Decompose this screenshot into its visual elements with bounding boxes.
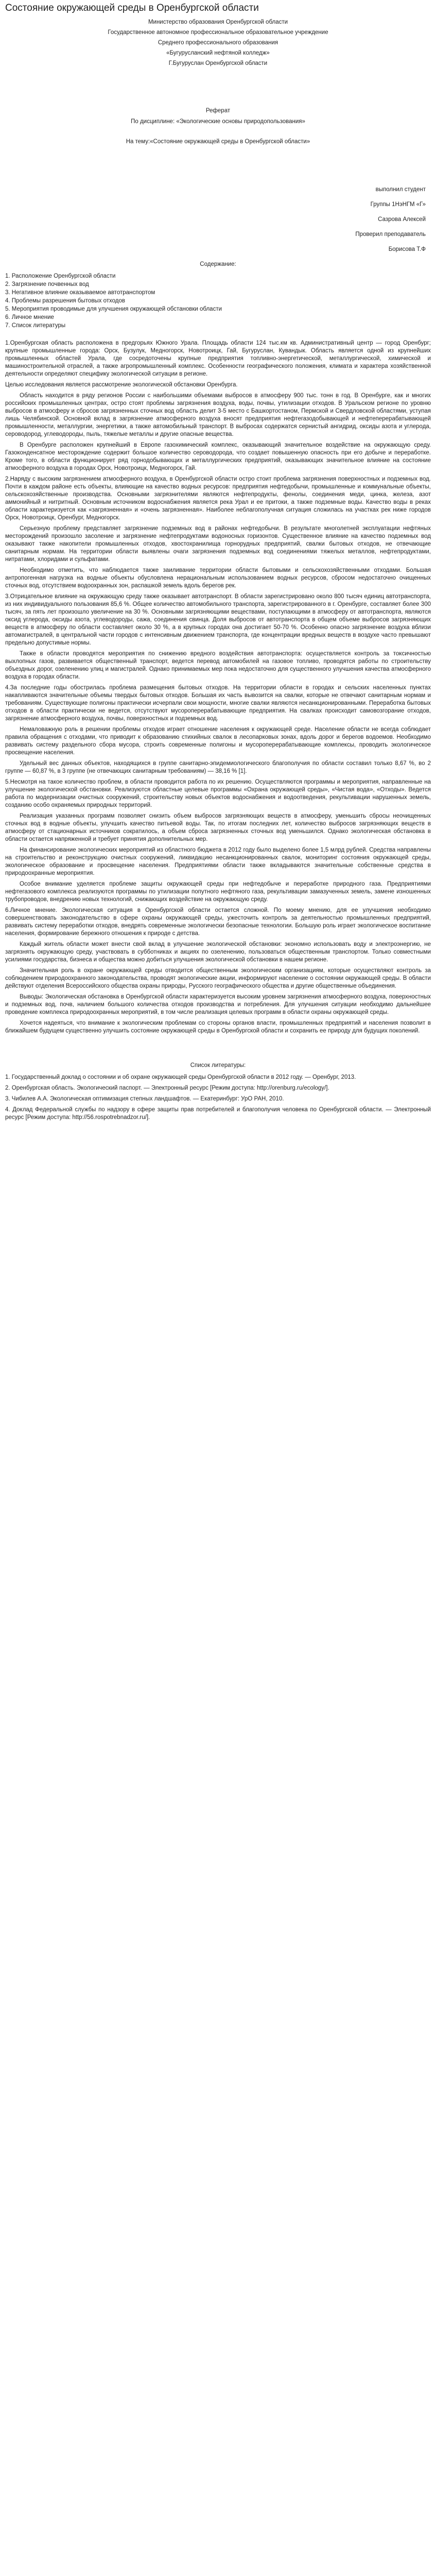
reference-item: 4. Доклад Федеральной службы по надзору в сфере защиты прав потребителей и благополучия человека по Оренбургской области. — Электронный ресурс [Режим доступа: http://56.rospotrebnadzor.ru/]. [5, 1107, 431, 1121]
paragraph: Удельный вес данных объектов, находящихся в группе санитарно-эпидемиологического благополучия по области составил только 8,67 %, во 2 группе — 60,87 %, в 3 группе (не отвечающих санитарным требованиям) — 38,16 % [1]. [5, 760, 431, 774]
signature-line: Борисова Т.Ф [388, 246, 426, 252]
signature-block [5, 186, 431, 253]
signature-line: выполнил студент [375, 187, 426, 193]
paragraph: Реализация указанных программ позволяет снизить объем выбросов загрязняющих веществ в атмосферу, уменьшить сбросы неочищенных сточных вод в водные объекты, улучшить качество питьевой воды. Так, по итогам последних лет, количество выбросов загрязняющих веществ в атмосферу от стационарных источников сократилось, а объем сброса загрязненных сточных вод уменьшился. Однако экологическая обстановка в области остается напряженной и требует принятия дополнительных мер. [5, 813, 431, 842]
paragraph: Выводы: Экологическая обстановка в Оренбургской области характеризуется высоким уровнем загрязнения атмосферного воздуха, поверхностных и подземных вод, почв, наличием большого количества отходов производства и потребления. Для улучшения ситуации необходимо дальнейшее проведение комплекса природоохранных мероприятий, в том числе реализация целевых программ в области охраны окружающей среды. [5, 994, 431, 1015]
paragraph: 3.Отрицательное влияние на окружающую среду также оказывает автотранспорт. В области зарегистрировано около 800 тысяч единиц автотранспорта, из них индивидуального пользования 85,6 %. Общее количество автомобильного транспорта, зарегистрированного в г. Оренбурге, составляет более 300 тысяч, за пять лет произошло увеличение на 30 %. Основными загрязняющими веществами, поступающими в атмосферу от автотранспорта, являются оксид углерода, оксиды азота, углеводороды, сажа, соединения свинца. Доля выбросов от автотранспорта в общем объеме выбросов загрязняющих веществ в атмосферу по области составляет около 30 %, а в крупных городах она достигает 50-70 %. Особенно опасно загрязнение воздуха вблизи автомагистралей, в центральной части городов с интенсивным движением транспорта, где концентрации вредных веществ в воздухе часто превышают предельно допустимые нормы. [5, 594, 431, 646]
paragraph: Каждый житель области может внести свой вклад в улучшение экологической обстановки: экономно использовать воду и электроэнергию, не загрязнять окружающую среду, участвовать в субботниках и акциях по озеленению, пользоваться общественным транспортом. Только совместными усилиями государства, бизнеса и общества можно добиться улучшения экологической обстановки в нашем регионе. [5, 941, 431, 963]
discipline: По дисциплине: «Экологические основы природопользования» [131, 118, 305, 125]
header-block [5, 19, 431, 67]
paragraph: Серьезную проблему представляет загрязнение подземных вод в районах нефтедобычи. В результате многолетней эксплуатации нефтяных месторождений произошло засоление и загрязнение нефтепродуктами водоносных горизонтов. Существенное влияние на качество подземных вод оказывают также накопители промышленных отходов, хвостохранилища горнорудных предприятий, свалки бытовых отходов, не отвечающие санитарным нормам. На территории области выявлены очаги загрязнения подземных вод соединениями тяжелых металлов, нефтепродуктами, нитратами, хлоридами и сульфатами. [5, 526, 431, 563]
reference-item: 3. Чибилев А.А. Экологическая оптимизация степных ландшафтов. — Екатеринбург: УрО РАН, 2010. [5, 1096, 284, 1102]
paragraph: 6.Личное мнение. Экологическая ситуация в Оренбургской области остается сложной. По моему мнению, для ее улучшения необходимо совершенствовать законодательство в сфере охраны окружающей среды, ужесточить контроль за деятельностью промышленных предприятий, развивать систему переработки отходов, внедрять современные экологически безопасные технологии. Большую роль играет экологическое воспитание населения, формирование бережного отношения к природе с детства. [5, 907, 431, 937]
paragraph: Немаловажную роль в решении проблемы отходов играет отношение населения к окружающей среде. Население области не всегда соблюдает правила обращения с отходами, что приводит к образованию стихийных свалок в лесопарковых зонах, вдоль дорог и берегов водоемов. Необходимо развивать систему раздельного сбора мусора, строить современные полигоны и мусороперерабатывающие комплексы, проводить экологическое просвещение населения. [5, 726, 431, 756]
toc-item: 5. Мероприятия проводимые для улучшения окружающей обстановки области [5, 306, 222, 312]
paragraph: Область находится в ряду регионов России с наибольшими объемами выбросов в атмосферу 900 тыс. тонн в год. В Оренбурге, как и многих российских промышленных центрах, остро стоят проблемы загрязнения воздуха, воды, почвы, утилизации отходов. В Уральском регионе по уровню выбросов в атмосферу и сбросов загрязненных сточных вод область делит 3-5 место с Башкортостаном, Пермской и Свердловской областями, уступая лишь Челябинской. Основной вклад в загрязнение атмосферного воздуха вносят предприятия нефтегазодобывающей и нефтеперерабатывающей промышленности, металлургии, энергетики, а также автомобильный транспорт. В выбросах содержатся сернистый ангидрид, оксиды азота и углерода, сероводород, углеводороды, пыль, тяжелые металлы и другие опасные вещества. [5, 393, 431, 437]
paragraph: 1.Оренбургская область расположена в предгорьях Южного Урала. Площадь области 124 тыс.км кв. Административный центр — город Оренбург; крупные промышленные города: Орск, Бузулук, Медногорск, Новотроицк, Гай, Бугуруслан, Кувандык. Область является одной из крупнейших промышленных областей Урала, где сосредоточены крупные предприятия топливно-энергетической, металлургической, химической и машиностроительной отраслей, а также агропромышленный комплекс. Особенности географического положения, климата и характера хозяйственной деятельности определяют специфику экологической ситуации в регионе. [5, 340, 431, 377]
header-line: «Бугурусланский нефтяной колледж» [166, 50, 270, 56]
header-line: Г.Бугуруслан Оренбургской области [168, 60, 268, 66]
paragraph: На финансирование экологических мероприятий из областного бюджета в 2012 году было выделено более 1,5 млрд рублей. Средства направлены на строительство и реконструкцию очистных сооружений, ликвидацию несанкционированных свалок, мониторинг состояния окружающей среды, экологическое образование и просвещение населения. Предприятиями области также вкладываются значительные собственные средства в природоохранные мероприятия. [5, 847, 431, 876]
references-list [5, 1074, 431, 1122]
paragraph: 5.Несмотря на такое количество проблем, в области проводится работа по их решению. Осуществляются программы и мероприятия, направленные на улучшение экологической обстановки. Реализуются областные целевые программы «Охрана окружающей среды», «Чистая вода», «Отходы». Ведется работа по модернизации очистных сооружений, строительству новых объектов водоснабжения и водоотведения, рекультивации нарушенных земель, созданию особо охраняемых природных территорий. [5, 779, 431, 808]
paragraph: Целью исследования является рассмотрение экологической обстановки Оренбурга. [5, 382, 238, 388]
toc-item: 6. Личное мнение [5, 314, 54, 320]
signature-line: Проверил преподаватель [355, 231, 426, 238]
document-page [0, 0, 436, 1135]
paragraph: Необходимо отметить, что наблюдается также заиливание территории области бытовыми и сельскохозяйственными отходами. Большая антропогенная нагрузка на водные объекты обусловлена нерациональным использованием водных ресурсов, сбросом недостаточно очищенных сточных вод, отсутствием водоохранных зон, распашкой земель вдоль берегов рек. [5, 567, 431, 589]
document-body [5, 19, 431, 1122]
toc-item: 7. Список литературы [5, 323, 66, 329]
toc-item: 2. Загрязнение почвенных вод [5, 281, 89, 287]
main-content [5, 340, 431, 1035]
header-line: Государственное автономное профессиональное образовательное учреждение [108, 29, 328, 36]
paragraph: Особое внимание уделяется проблеме защиты окружающей среды при нефтедобыче и переработке природного газа. Предприятиями нефтегазового комплекса реализуются программы по утилизации попутного нефтяного газа, рекультивации замазученных земель, замене изношенных трубопроводов, внедрению новых технологий, снижающих воздействие на окружающую среду. [5, 881, 431, 903]
header-line: Среднего профессионального образования [158, 40, 278, 46]
paragraph: Значительная роль в охране окружающей среды отводится общественным экологическим организациям, которые осуществляют контроль за соблюдением природоохранного законодательства, проводят экологические акции, информируют население о состоянии окружающей среды. В области действуют отделения Всероссийского общества охраны природы, Русского географического общества и другие общественные объединения. [5, 968, 431, 989]
reference-item: 2. Оренбургская область. Экологический паспорт. — Электронный ресурс [Режим доступа: http://orenburg.ru/ecology/]. [5, 1085, 329, 1091]
toc-item: 3. Негативное влияние оказываемое автотранспортом [5, 290, 155, 296]
references-heading: Список литературы: [190, 1062, 246, 1069]
signature-line: Группы 1НэНГМ «Г» [370, 201, 426, 208]
doc-type: Реферат [205, 108, 231, 114]
signature-line: Сазрова Алексей [378, 216, 426, 223]
paragraph: 2.Наряду с высоким загрязнением атмосферного воздуха, в Оренбургской области остро стоит проблема загрязнения поверхностных и подземных вод. Почти в каждом районе есть объекты, влияющие на качество водных ресурсов: предприятия нефтедобычи, промышленные и коммунальные объекты, сельскохозяйственные производства. Основными загрязнителями являются нефтепродукты, фенолы, соединения меди, цинка, железа, азот аммонийный и нитритный. Основным источником водоснабжения является река Урал и ее притоки, а также подземные воды. Качество воды в реках области характеризуется как «загрязненная» и «очень загрязненная». Наиболее неблагополучная ситуация сложилась на участках рек ниже городов Орск, Новотроицк, Оренбург, Медногорск. [5, 476, 431, 521]
table-of-contents [5, 273, 431, 330]
topic: На тему:«Состояние окружающей среды в Оренбургской области» [126, 139, 310, 145]
toc-heading: Содержание: [200, 261, 236, 267]
toc-item: 4. Проблемы разрешения бытовых отходов [5, 298, 126, 304]
header-line: Министерство образования Оренбургской области [148, 19, 288, 25]
page-title: Состояние окружающей среды в Оренбургской области [5, 3, 259, 13]
toc-item: 1. Расположение Оренбургской области [5, 273, 116, 279]
paragraph: Также в области проводятся мероприятия по снижению вредного воздействия автотранспорта: осуществляется контроль за токсичностью выхлопных газов, развивается общественный транспорт, ведется перевод автомобилей на газовое топливо, проводятся работы по строительству объездных дорог, озеленению улиц и магистралей. Однако принимаемых мер пока недостаточно для существенного улучшения качества атмосферного воздуха в городах области. [5, 651, 431, 680]
reference-item: 1. Государственный доклад о состоянии и об охране окружающей среды Оренбургской области в 2012 году. — Оренбург, 2013. [5, 1074, 356, 1080]
paragraph: Хочется надеяться, что внимание к экологическим проблемам со стороны органов власти, промышленных предприятий и населения позволит в ближайшем будущем существенно улучшить состояние окружающей среды в Оренбургской области и сохранить ее природу для будущих поколений. [5, 1020, 431, 1034]
paragraph: В Оренбурге расположен крупнейший в Европе газохимический комплекс, оказывающий значительное воздействие на окружающую среду. Газоконденсатное месторождение содержит большое количество сероводорода, что создает повышенную опасность при его добыче и переработке. Кроме того, в области функционирует ряд горнодобывающих и металлургических предприятий, оказывающих значительное влияние на состояние атмосферного воздуха в городах Орск, Новотроицк, Медногорск, Гай. [5, 442, 431, 471]
paragraph: 4.За последние годы обострилась проблема размещения бытовых отходов. На территории области в городах и сельских населенных пунктах накапливаются значительные объемы твердых бытовых отходов. Большая их часть вывозится на свалки, которые не отвечают санитарным нормам и требованиям. Существующие полигоны практически исчерпали свои мощности, многие свалки являются несанкционированными. Переработка бытовых отходов в области практически не ведется, отсутствуют мусороперерабатывающие предприятия. На свалках происходит самовозгорание отходов, загрязнение атмосферного воздуха, почвы, поверхностных и подземных вод. [5, 685, 431, 722]
